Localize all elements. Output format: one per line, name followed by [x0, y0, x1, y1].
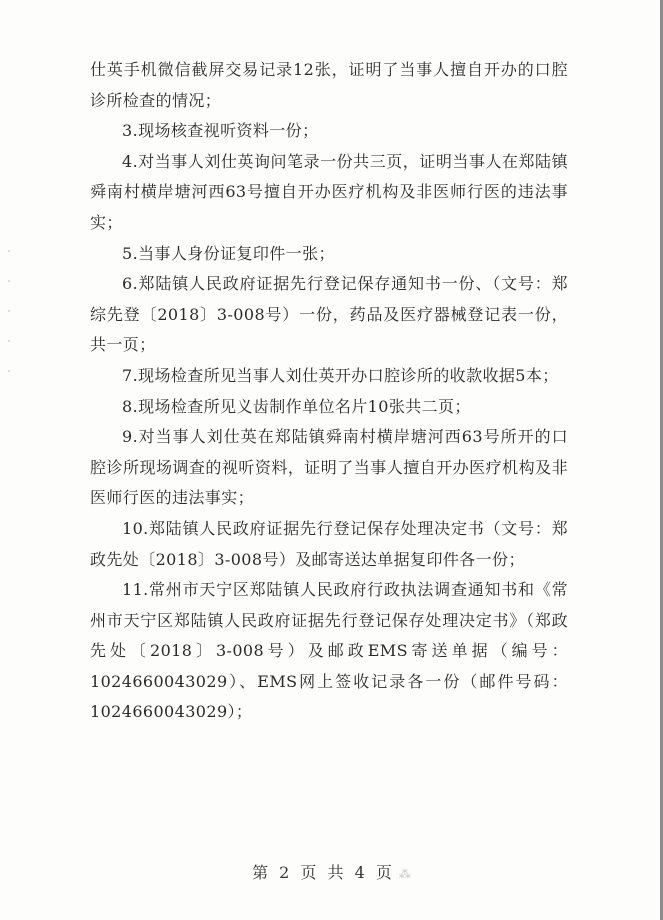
evidence-list	[90, 55, 568, 728]
evidence-item-5: 5.当事人身份证复印件一张；	[122, 243, 335, 263]
evidence-item-4: 4.对当事人刘仕英询问笔录一份共三页，证明当事人在郑陆镇舜南村横岸塘河西63号擅自开办医疗机构及非医师行医的违法事实；	[90, 151, 568, 232]
evidence-item-9: 9.对当事人刘仕英在郑陆镇舜南村横岸塘河西63号所开的口腔诊所现场调查的视听资料，证明了当事人擅自开办医疗机构及非医师行医的违法事实；	[90, 427, 568, 508]
page-footer	[0, 860, 663, 883]
evidence-item-7: 7.现场检查所见当事人刘仕英开办口腔诊所的收款收据5本；	[122, 365, 559, 385]
evidence-item-10: 10.郑陆镇人民政府证据先行登记保存处理决定书（文号：郑政先处〔2018〕3-008号）及邮寄送达单据复印件各一份；	[90, 518, 568, 569]
evidence-item-continued: 仕英手机微信截屏交易记录12张，证明了当事人擅自开办的口腔诊所检查的情况；	[90, 60, 568, 110]
evidence-item-3: 3.现场核查视听资料一份；	[122, 121, 319, 141]
evidence-item-11: 11.常州市天宁区郑陆镇人民政府行政执法调查通知书和《常州市天宁区郑陆镇人民政府证据先行登记保存处理决定书》（郑政先处〔2018〕3-008号）及邮政EMS寄送单据（编号：1024660043029）、EMS网上签收记录各一份（邮件号码：1024660043029）；	[90, 580, 568, 722]
evidence-item-8: 8.现场检查所见义齿制作单位名片10张共二页；	[122, 396, 471, 416]
evidence-item-6: 6.郑陆镇人民政府证据先行登记保存通知书一份、（文号：郑综先登〔2018〕3-008号）一份，药品及医疗器械登记表一份，共一页；	[90, 274, 568, 355]
page-number: 第 2 页 共 4 页	[252, 863, 395, 882]
scan-margin-specks	[8, 250, 12, 410]
faint-stamp-mark: ⁂	[398, 867, 411, 881]
